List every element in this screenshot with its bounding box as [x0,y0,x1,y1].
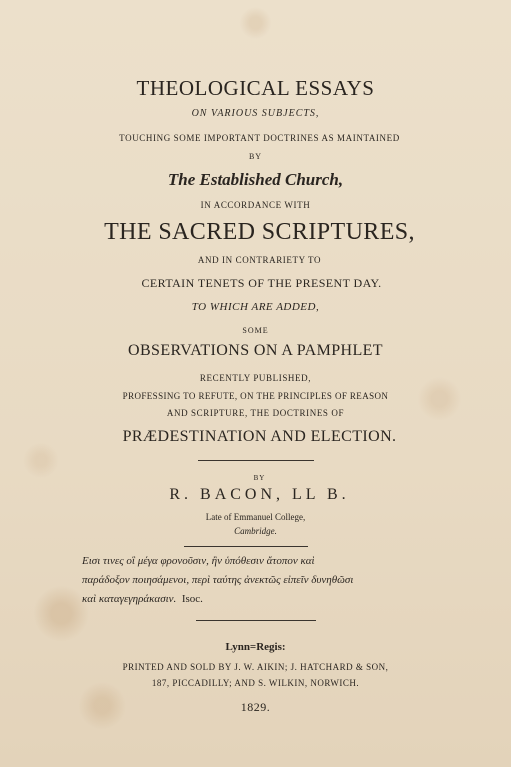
and-scripture-line: AND SCRIPTURE, THE DOCTRINES OF [166,408,345,418]
by-author-label: BY [253,474,266,482]
predestination-heading: PRÆDESTINATION AND ELECTION. [122,428,397,445]
divider-rule [196,620,316,621]
publication-year: 1829. [240,700,271,714]
tenets-line: CERTAIN TENETS OF THE PRESENT DAY. [141,276,382,290]
divider-rule [198,460,314,461]
observations-heading: OBSERVATIONS ON A PAMPHLET [128,342,383,359]
subtitle-various: ON VARIOUS SUBJECTS, [191,108,320,119]
scriptures-heading: THE SACRED SCRIPTURES, [104,219,415,245]
accordance-line: IN ACCORDANCE WITH [200,200,311,210]
added-line: TO WHICH ARE ADDED, [191,301,320,313]
epigraph-source: Isoc. [181,593,203,605]
some-label: SOME [242,326,269,335]
church-name: The Established Church, [167,170,344,189]
professing-line: PROFESSING TO REFUTE, ON THE PRINCIPLES OF REASON [122,391,389,401]
epigraph-line [82,590,452,609]
epigraph-text: καὶ καταγεγηράκασιν. [82,593,177,605]
book-title: THEOLOGICAL ESSAYS [136,76,375,100]
recently-line: RECENTLY PUBLISHED, [199,373,312,383]
divider-rule [184,546,308,547]
subtitle-touching: TOUCHING SOME IMPORTANT DOCTRINES AS MAINTAINED [119,133,400,143]
printer-line: PRINTED AND SOLD BY J. W. AIKIN; J. HATCHARD & SON, [122,662,389,672]
affiliation-place: Cambridge. [234,526,277,536]
affiliation-college: Late of Emmanuel College, [205,512,306,522]
printer-address: 187, PICCADILLY; AND S. WILKIN, NORWICH. [151,678,360,688]
epigraph-line: Εισι τινες οἳ μέγα φρονοῦσιν, ἢν ὑπόθεσιν ἄτοπον καὶ [82,555,315,567]
by-label: BY [248,152,263,161]
author-name: R. BACON, LL B. [169,486,350,503]
epigraph-line: παράδοξον ποιησάμενοι, περὶ ταύτης ἀνεκτῶς εἰπεῖν δυνηθῶσι [82,574,354,586]
greek-epigraph [82,552,452,609]
publication-place: Lynn=Regis: [225,641,286,653]
contrariety-line: AND IN CONTRARIETY TO [197,255,322,265]
